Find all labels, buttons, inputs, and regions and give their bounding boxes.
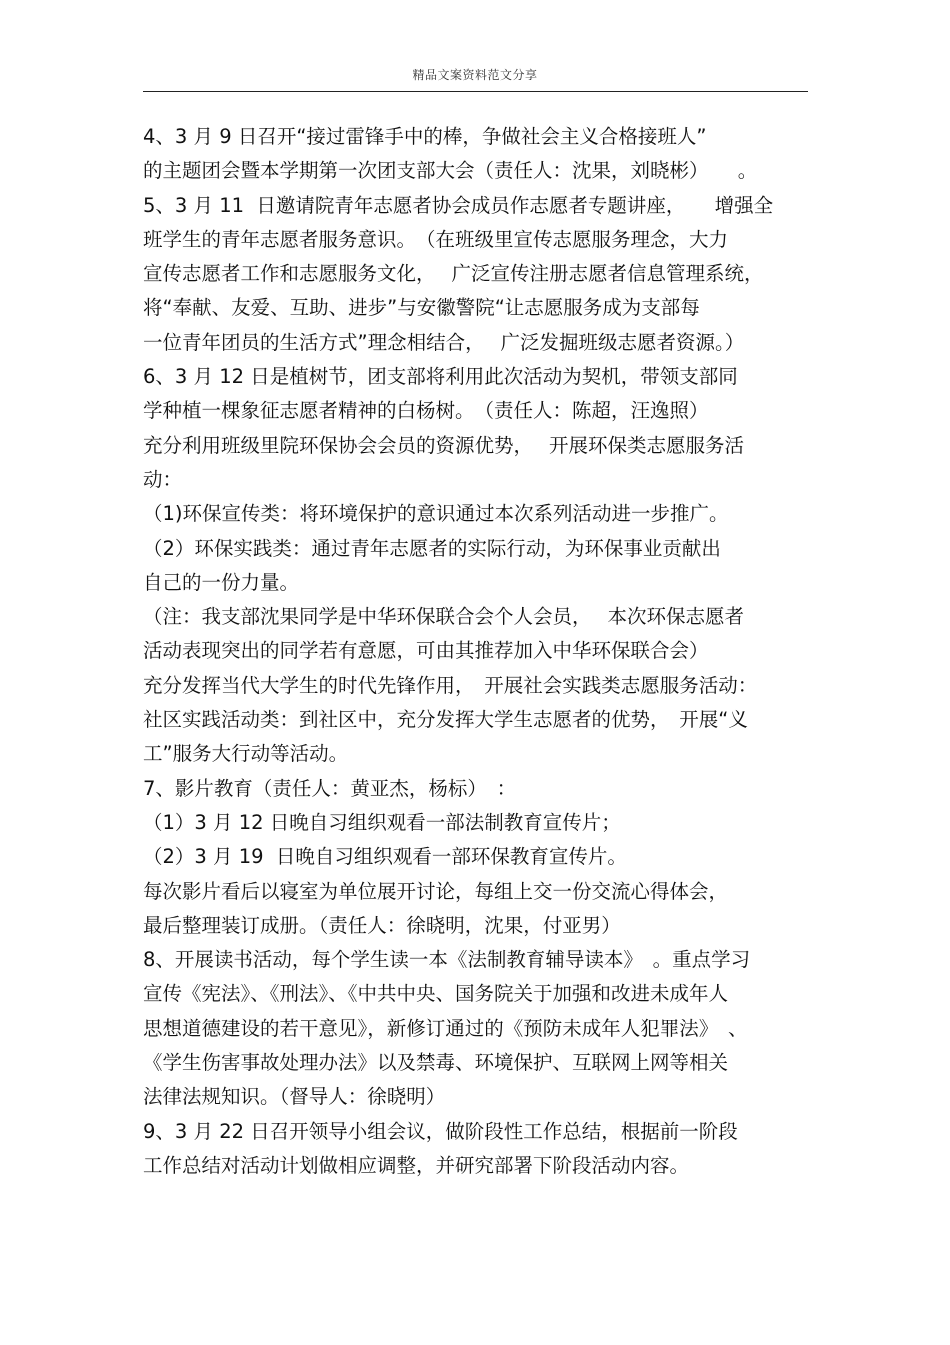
text-line: 9、3 月 22 日召开领导小组会议，做阶段性工作总结，根据前一阶段: [143, 1119, 738, 1143]
text-line: 充分利用班级里院环保协会会员的资源优势， 开展环保类志愿服务活: [143, 433, 744, 457]
text-line: 班学生的青年志愿者服务意识。 （在班级里宣传志愿服务理念，大力: [143, 227, 729, 251]
text-line: （1）3 月 12 日晚自习组织观看一部法制教育宣传片；: [143, 810, 621, 834]
text-line: 活动表现突出的同学若有意愿，可由其推荐加入中华环保联合会）: [143, 639, 709, 663]
text-line: 8、开展读书活动，每个学生读一本《法制教育辅导读本》 。重点学习: [143, 948, 751, 972]
text-line: 宣传《宪法》、《刑法》、《中共中央、国务院关于加强和改进未成年人: [143, 982, 729, 1006]
text-line: 5、3 月 11 日邀请院青年志愿者协会成员作志愿者专题讲座， 增强全: [143, 193, 774, 217]
text-line: 自己的一份力量。: [143, 570, 300, 594]
text-line: 动：: [143, 467, 183, 491]
text-line: 将“奉献、友爱、互助、进步”与安徽警院“让志愿服务成为支部每: [143, 296, 700, 320]
text-line: 充分发挥当代大学生的时代先锋作用， 开展社会实践类志愿服务活动：: [143, 673, 758, 697]
text-line: 法律法规知识。（督导人：徐晓明）: [143, 1085, 446, 1109]
text-line: 社区实践活动类：到社区中，充分发挥大学生志愿者的优势， 开展“义: [143, 708, 748, 732]
text-line: 最后整理装订成册。（责任人：徐晓明，沈果，付亚男）: [143, 913, 621, 937]
text-line: 《学生伤害事故处理办法》以及禁毒、环境保护、互联网上网等相关: [143, 1051, 729, 1075]
text-line: （1)环保宣传类：将环境保护的意识通过本次系列活动进一步推广。: [143, 502, 729, 526]
text-line: 每次影片看后以寝室为单位展开讨论，每组上交一份交流心得体会，: [143, 879, 729, 903]
text-line: 学种植一棵象征志愿者精神的白杨树。 （责任人：陈超，汪逸照）: [143, 399, 709, 423]
text-line: 宣传志愿者工作和志愿服务文化， 广泛宣传注册志愿者信息管理系统，: [143, 262, 764, 286]
text-line: 一位青年团员的生活方式”理念相结合， 广泛发掘班级志愿者资源。）: [143, 330, 745, 354]
text-line: （2）3 月 19 日晚自习组织观看一部环保教育宣传片。: [143, 845, 627, 869]
text-line: 工作总结对活动计划做相应调整，并研究部署下阶段活动内容。: [143, 1153, 690, 1177]
text-line: 的主题团会暨本学期第一次团支部大会（责任人：沈果，刘晓彬） 。: [143, 159, 758, 183]
page-header: 精品文案资料范文分享: [412, 68, 538, 82]
text-line: 4、3 月 9 日召开“接过雷锋手中的棒，争做社会主义合格接班人”: [143, 125, 707, 148]
text-line: 思想道德建设的若干意见》，新修订通过的《预防未成年人犯罪法》 、: [143, 1016, 748, 1040]
header-divider: [143, 91, 808, 92]
text-line: 工”服务大行动等活动。: [143, 742, 349, 766]
text-line: （2）环保实践类：通过青年志愿者的实际行动，为环保事业贡献出: [143, 536, 721, 560]
document-body: [143, 120, 823, 1183]
text-line: 7、影片教育（责任人：黄亚杰，杨标） ：: [143, 776, 517, 800]
text-line: （注：我支部沈果同学是中华环保联合会个人会员， 本次环保志愿者: [143, 605, 744, 629]
text-line: 6、3 月 12 日是植树节，团支部将利用此次活动为契机，带领支部同: [143, 365, 738, 389]
